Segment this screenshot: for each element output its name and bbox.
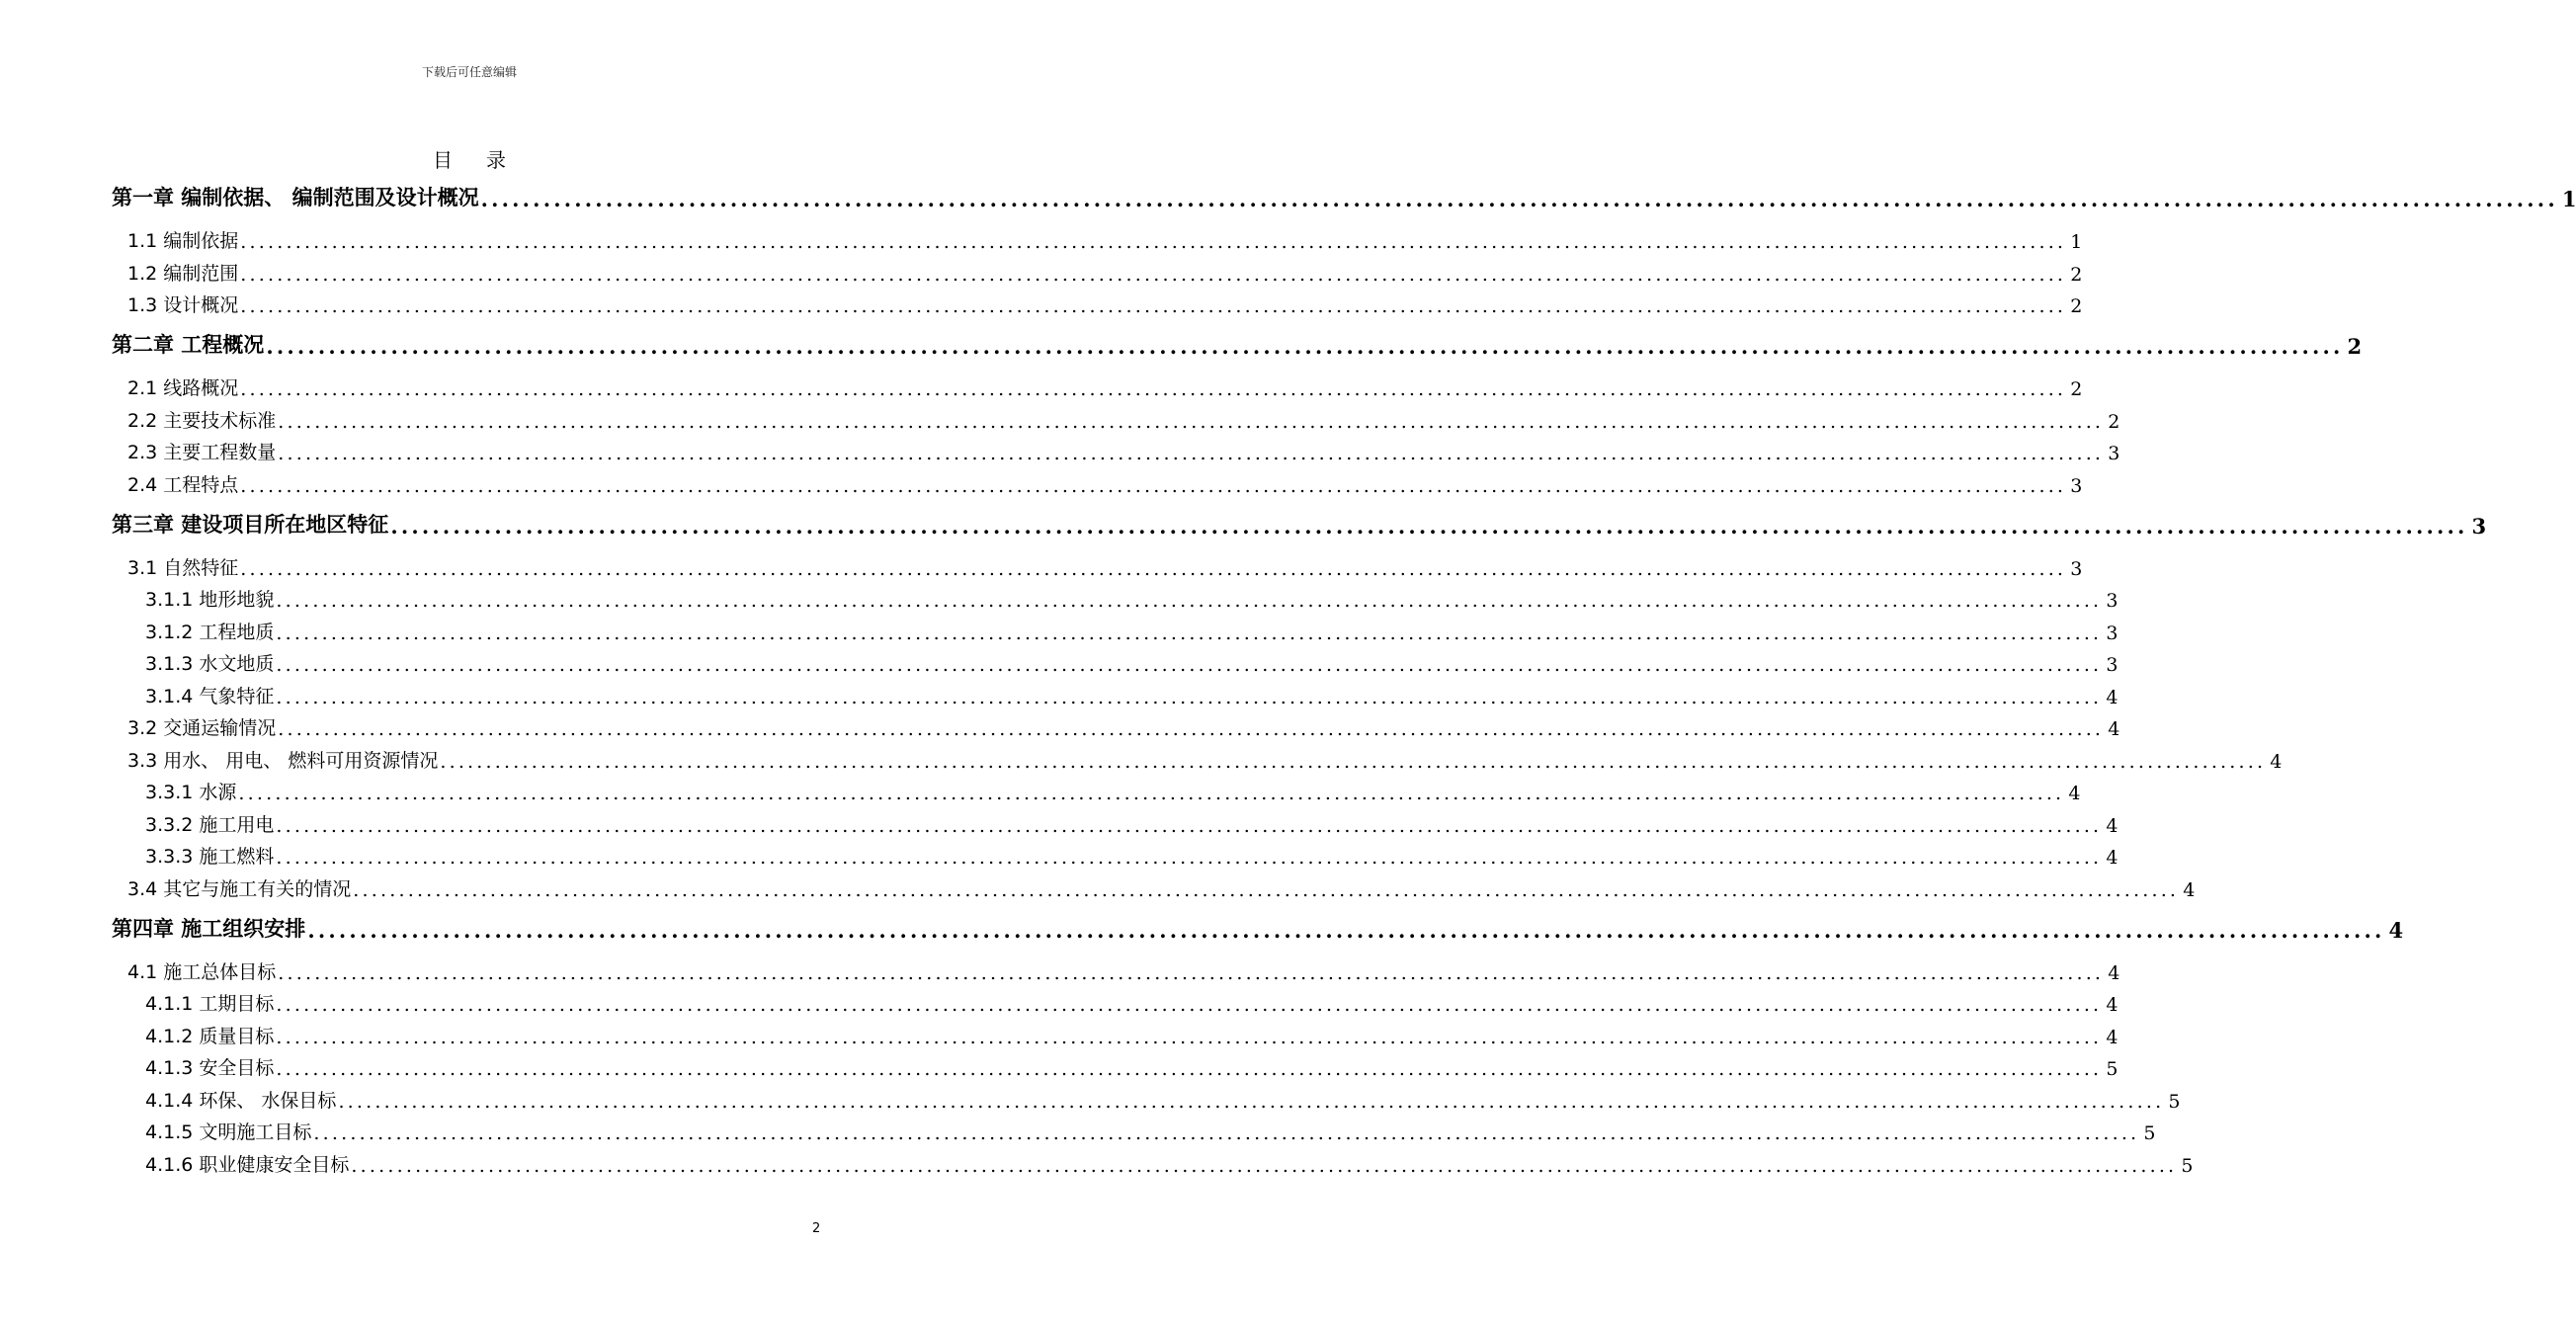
toc-entry-label: 3.1.1 地形地貌 (145, 589, 275, 611)
toc-entry[interactable] (127, 223, 2083, 253)
toc-entry-label: 3.1.2 工程地质 (145, 621, 275, 643)
toc-entry[interactable] (145, 1147, 2194, 1177)
toc-entry-page: 4 (2068, 783, 2081, 804)
toc-entry[interactable] (127, 872, 2196, 901)
toc-entry[interactable] (127, 435, 2120, 464)
toc-entry-page: 2 (2070, 295, 2083, 317)
toc-entry-page: 5 (2168, 1090, 2181, 1113)
page-header: 下载后可任意编辑 (421, 65, 517, 79)
toc-entry[interactable] (127, 467, 2083, 497)
toc-entry[interactable] (145, 646, 2119, 676)
toc-leader-dots: ........................................................................................................................................................................................................ (278, 410, 2105, 433)
toc-leader-dots: ........................................................................................................................................................................................................ (240, 557, 2067, 580)
toc-entry[interactable] (112, 182, 2576, 211)
toc-entry-label: 1.2 编制范围 (127, 262, 239, 285)
toc-leader-dots: ........................................................................................................................................................................................................ (240, 263, 2067, 286)
toc-entry-label: 3.2 交通运输情况 (127, 717, 277, 739)
toc-entry-label: 3.1.3 水文地质 (145, 653, 275, 675)
toc-entry-page: 5 (2181, 1154, 2194, 1177)
toc-entry[interactable] (127, 371, 2083, 400)
toc-entry-label: 4.1.1 工期目标 (145, 993, 275, 1015)
toc-leader-dots: ........................................................................................................................................................................................................ (238, 783, 2065, 804)
toc-leader-dots: ........................................................................................................................................................................................................ (240, 474, 2067, 497)
toc-leader-dots: ........................................................................................................................................................................................................ (390, 513, 2468, 539)
toc-entry[interactable] (145, 582, 2119, 612)
toc-entry-page: 4 (2106, 847, 2119, 869)
toc-entry-page: 1 (2070, 231, 2083, 253)
page-number: 2 (812, 1221, 821, 1236)
toc-leader-dots: ........................................................................................................................................................................................................ (240, 231, 2067, 253)
toc-entry-label: 4.1.2 质量目标 (145, 1025, 275, 1047)
toc-entry-label: 第一章 编制依据、 编制范围及设计概况 (112, 186, 479, 209)
toc-entry-label: 3.4 其它与施工有关的情况 (127, 877, 352, 900)
toc-entry-label: 4.1.3 安全目标 (145, 1057, 275, 1079)
toc-entry-page: 4 (2270, 750, 2283, 773)
toc-leader-dots: ........................................................................................................................................................................................................ (276, 654, 2103, 676)
toc-leader-dots: ........................................................................................................................................................................................................ (278, 443, 2105, 464)
toc-entry-label: 2.3 主要工程数量 (127, 442, 277, 463)
toc-entry-label: 4.1.6 职业健康安全目标 (145, 1153, 350, 1176)
toc-entry-label: 3.3.1 水源 (145, 782, 237, 803)
toc-entry-page: 3 (2106, 622, 2119, 644)
toc-entry-label: 1.3 设计概况 (127, 294, 239, 316)
toc-leader-dots: ........................................................................................................................................................................................................ (278, 718, 2105, 740)
toc-entry[interactable] (145, 839, 2119, 869)
toc-entry-label: 1.1 编制依据 (127, 230, 239, 252)
toc-leader-dots: ........................................................................................................................................................................................................ (276, 814, 2103, 837)
toc-entry-page: 4 (2108, 961, 2120, 984)
toc-entry-page: 1 (2561, 187, 2576, 211)
toc-entry-page: 4 (2106, 994, 2119, 1016)
toc-entry-label: 3.3 用水、 用电、 燃料可用资源情况 (127, 749, 439, 772)
toc-entry[interactable] (145, 1083, 2181, 1113)
toc-entry[interactable] (145, 679, 2119, 708)
toc-entry[interactable] (145, 807, 2119, 837)
toc-entry[interactable] (112, 509, 2487, 539)
toc-entry-page: 3 (2070, 474, 2083, 497)
toc-entry[interactable] (127, 256, 2083, 286)
toc-entry-page: 3 (2106, 590, 2119, 612)
toc-entry-page: 4 (2106, 814, 2119, 837)
toc-leader-dots: ........................................................................................................................................................................................................ (480, 187, 2558, 211)
toc-entry-page: 4 (2106, 686, 2119, 708)
toc-entry[interactable] (127, 710, 2120, 740)
toc-leader-dots: ........................................................................................................................................................................................................ (353, 878, 2180, 901)
toc-entry-page: 3 (2106, 654, 2119, 676)
toc-leader-dots: ........................................................................................................................................................................................................ (240, 378, 2067, 400)
toc-entry-page: 4 (2388, 917, 2404, 943)
toc-entry-label: 2.4 工程特点 (127, 473, 239, 496)
toc-leader-dots: ........................................................................................................................................................................................................ (351, 1154, 2178, 1177)
toc-leader-dots: ........................................................................................................................................................................................................ (276, 847, 2103, 869)
toc-entry-label: 第四章 施工组织安排 (112, 916, 306, 941)
toc-title: 目录 (433, 148, 540, 172)
toc-entry-page: 4 (2108, 718, 2120, 740)
toc-entry[interactable] (127, 550, 2083, 580)
toc-entry-page: 2 (2070, 378, 2083, 400)
toc-entry-page: 5 (2143, 1122, 2156, 1144)
toc-leader-dots: ........................................................................................................................................................................................................ (276, 1026, 2103, 1048)
toc-entry-label: 2.1 线路概况 (127, 377, 239, 399)
toc-entry[interactable] (145, 1115, 2156, 1144)
toc-entry-label: 2.2 主要技术标准 (127, 409, 277, 432)
toc-entry-label: 3.1.4 气象特征 (145, 685, 275, 707)
toc-entry-page: 4 (2183, 878, 2196, 901)
toc-entry-label: 第二章 工程概况 (112, 333, 265, 357)
toc-entry[interactable] (127, 288, 2083, 317)
toc-entry[interactable] (112, 913, 2404, 943)
toc-entry[interactable] (127, 954, 2120, 984)
toc-entry-page: 3 (2108, 443, 2120, 464)
toc-leader-dots: ........................................................................................................................................................................................................ (276, 1058, 2103, 1080)
toc-entry[interactable] (145, 1050, 2119, 1080)
toc-leader-dots: ........................................................................................................................................................................................................ (338, 1090, 2165, 1113)
toc-entry-page: 5 (2106, 1058, 2119, 1080)
toc-leader-dots: ........................................................................................................................................................................................................ (278, 961, 2105, 984)
toc-entry-label: 4.1.4 环保、 水保目标 (145, 1089, 337, 1112)
toc-leader-dots: ........................................................................................................................................................................................................ (276, 590, 2103, 612)
toc-entry-label: 4.1.5 文明施工目标 (145, 1121, 312, 1143)
toc-leader-dots: ........................................................................................................................................................................................................ (313, 1122, 2140, 1144)
toc-leader-dots: ........................................................................................................................................................................................................ (440, 750, 2267, 773)
toc-entry[interactable] (145, 1019, 2119, 1048)
toc-leader-dots: ........................................................................................................................................................................................................ (276, 622, 2103, 644)
toc-entry-label: 3.3.3 施工燃料 (145, 846, 275, 868)
toc-entry[interactable] (145, 615, 2119, 644)
toc-entry-page: 4 (2106, 1026, 2119, 1048)
toc-leader-dots: ........................................................................................................................................................................................................ (240, 295, 2067, 317)
toc-leader-dots: ........................................................................................................................................................................................................ (266, 334, 2344, 359)
toc-entry[interactable] (145, 775, 2081, 804)
toc-entry-page: 2 (2347, 334, 2363, 359)
toc-entry-page: 3 (2070, 557, 2083, 580)
toc-entry-label: 第三章 建设项目所在地区特征 (112, 512, 389, 537)
toc-entry-page: 3 (2471, 513, 2487, 539)
toc-leader-dots: ........................................................................................................................................................................................................ (276, 686, 2103, 708)
toc-entry[interactable] (127, 403, 2120, 433)
toc-entry-label: 4.1 施工总体目标 (127, 960, 277, 983)
toc-entry-page: 2 (2108, 410, 2120, 433)
toc-entry-label: 3.3.2 施工用电 (145, 813, 275, 836)
toc-leader-dots: ........................................................................................................................................................................................................ (307, 917, 2385, 943)
toc-entry[interactable] (145, 986, 2119, 1016)
toc-entry-page: 2 (2070, 263, 2083, 286)
toc-entry-label: 3.1 自然特征 (127, 556, 239, 579)
toc-leader-dots: ........................................................................................................................................................................................................ (276, 994, 2103, 1016)
toc-entry[interactable] (112, 329, 2363, 359)
toc-entry[interactable] (127, 743, 2283, 773)
